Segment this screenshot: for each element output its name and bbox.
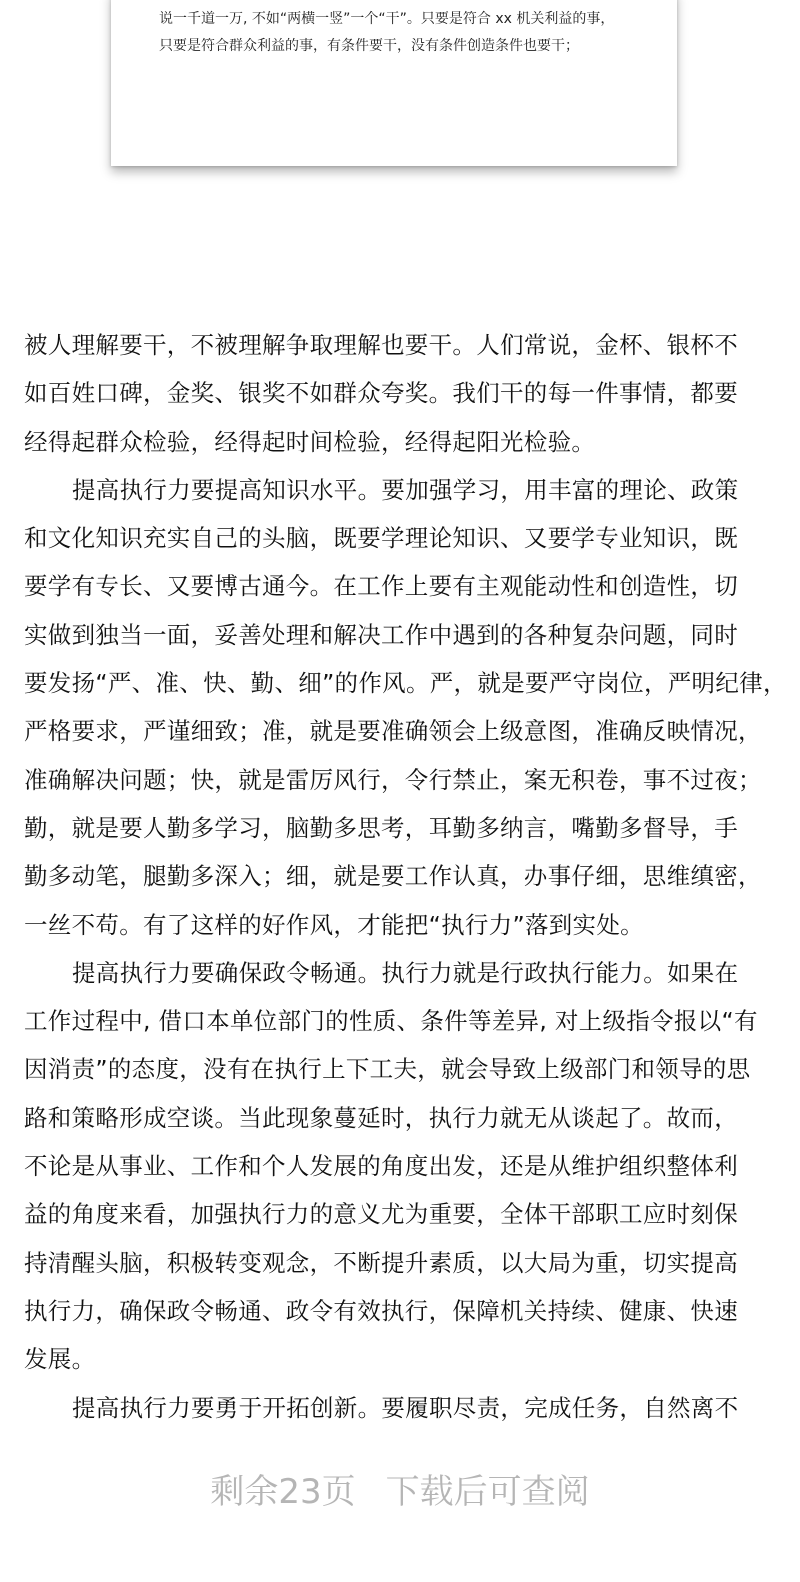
text-line: 和文化知识充实自己的头脑，既要学理论知识、又要学专业知识，既 (24, 524, 738, 553)
text-line: 执行力，确保政令畅通、政令有效执行，保障机关持续、健康、快速 (24, 1296, 738, 1325)
text-line: 勤，就是要人勤多学习，脑勤多思考，耳勤多纳言，嘴勤多督导，手 (24, 813, 738, 842)
preview-line (159, 0, 639, 2)
text-line: 被人理解要干，不被理解争取理解也要干。人们常说，金杯、银杯不 (24, 331, 738, 359)
preview-line: 说一千道一万, 不如“两横一竖”一个“干”。只要是符合 xx 机关利益的事， (159, 11, 615, 27)
text-line: 经得起群众检验，经得起时间检验，经得起阳光检验。 (24, 427, 596, 456)
download-to-view-label: 下载后可查阅 (385, 1472, 590, 1512)
text-line: 路和策略形成空谈。当此现象蔓延时，执行力就无从谈起了。故而， (24, 1103, 738, 1132)
text-line: 实做到独当一面，妥善处理和解决工作中遇到的各种复杂问题，同时 (24, 620, 738, 649)
document-body (24, 325, 787, 1436)
paragraph-start-line: 提高执行力要提高知识水平。要加强学习，用丰富的理论、政策 (72, 475, 739, 504)
text-line: 工作过程中, 借口本单位部门的性质、条件等差异, 对上级指令报以“有 (24, 1007, 758, 1036)
text-line: 益的角度来看，加强执行力的意义尤为重要，全体干部职工应时刻保 (24, 1200, 738, 1229)
preview-page-card (111, 0, 677, 166)
paragraph-start-line: 提高执行力要确保政令畅通。执行力就是行政执行能力。如果在 (72, 958, 739, 987)
text-line: 发展。 (24, 1345, 96, 1374)
preview-line: 只要是符合群众利益的事，有条件要干，没有条件创造条件也要干； (159, 38, 579, 54)
text-line: 持清醒头脑，积极转变观念，不断提升素质，以大局为重，切实提高 (24, 1248, 738, 1277)
remaining-pages-download-prompt[interactable] (0, 1462, 800, 1522)
text-line: 严格要求，严谨细致；准，就是要准确领会上级意图，准确反映情况， (24, 717, 762, 746)
paragraph-start-line: 提高执行力要勇于开拓创新。要履职尽责，完成任务，自然离不 (72, 1393, 739, 1422)
text-line: 准确解决问题；快，就是雷厉风行，令行禁止，案无积卷，事不过夜； (24, 765, 762, 794)
text-line: 一丝不苟。有了这样的好作风，才能把“执行力”落到实处。 (24, 910, 644, 939)
text-line: 要发扬“严、准、快、勤、细”的作风。严，就是要严守岗位，严明纪律， (24, 669, 787, 698)
text-line: 勤多动笔，腿勤多深入；细，就是要工作认真，办事仔细，思维缜密， (24, 862, 762, 891)
text-line: 要学有专长、又要博古通今。在工作上要有主观能动性和创造性，切 (24, 572, 738, 601)
text-line: 如百姓口碑，金奖、银奖不如群众夸奖。我们干的每一件事情，都要 (24, 379, 738, 408)
text-line: 因消责”的态度，没有在执行上下工夫，就会导致上级部门和领导的思 (24, 1055, 751, 1084)
text-line: 不论是从事业、工作和个人发展的角度出发，还是从维护组织整体利 (24, 1152, 738, 1181)
remaining-pages-label: 剩余23页 (210, 1472, 356, 1512)
